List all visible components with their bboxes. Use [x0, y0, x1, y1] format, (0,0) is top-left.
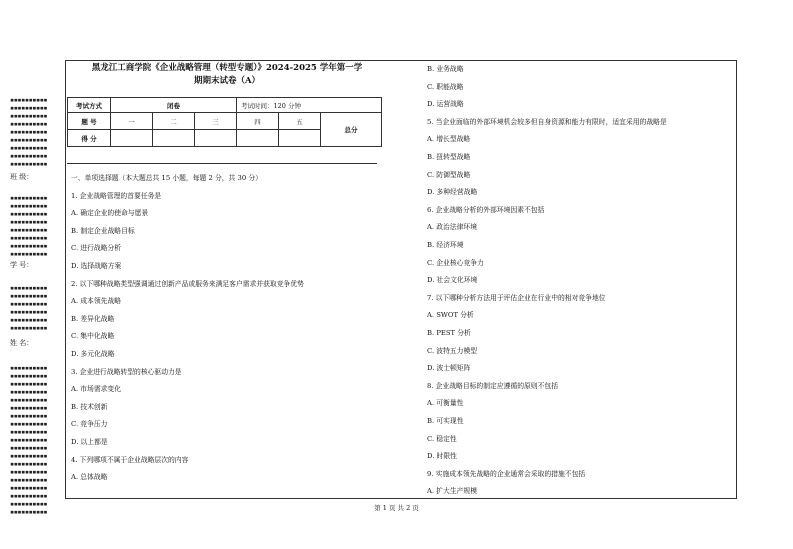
question-text: 2. 以下哪种战略类型强调通过创新产品或服务来满足客户需求并获取竞争优势: [71, 279, 304, 288]
page-footer: 第 1 页 共 2 页: [374, 504, 419, 512]
answer-option: A. 成本领先战略: [71, 297, 122, 306]
class-label: 班 级：: [10, 173, 34, 181]
score-cell[interactable]: [237, 130, 279, 147]
exam-method-label: 考试方式: [68, 98, 111, 113]
binding-dots: ▪▪▪▪▪▪▪▪▪▪ ▪▪▪▪▪▪▪▪▪▪ ▪▪▪▪▪▪▪▪▪▪ ▪▪▪▪▪▪▪▪▪▪ ▪▪▪▪▪▪▪▪▪▪ ▪▪▪▪▪▪▪▪▪▪: [10, 284, 48, 332]
answer-option: A. 市场需求变化: [71, 385, 122, 394]
binding-dots: ▪▪▪▪▪▪▪▪▪▪ ▪▪▪▪▪▪▪▪▪▪ ▪▪▪▪▪▪▪▪▪▪ ▪▪▪▪▪▪▪▪▪▪ ▪▪▪▪▪▪▪▪▪▪ ▪▪▪▪▪▪▪▪▪▪ ▪▪▪▪▪▪▪▪▪▪ ▪▪▪▪▪▪▪▪▪▪ ▪▪▪▪▪▪▪▪▪▪: [10, 96, 48, 168]
answer-option: D. 多种经营战略: [427, 188, 478, 197]
answer-option: D. 选择战略方案: [71, 262, 122, 270]
answer-option: C. 稳定性: [427, 434, 457, 443]
question-number: 一: [111, 113, 153, 130]
answer-option: A. 确定企业的使命与愿景: [71, 209, 149, 218]
answer-option: C. 防御型战略: [427, 170, 471, 179]
answer-option: D. 波士顿矩阵: [427, 364, 471, 373]
question-text: 7. 以下哪种分析方法用于评估企业在行业中的相对竞争地位: [427, 293, 606, 302]
binding-dots: ▪▪▪▪▪▪▪▪▪▪ ▪▪▪▪▪▪▪▪▪▪ ▪▪▪▪▪▪▪▪▪▪ ▪▪▪▪▪▪▪▪▪▪ ▪▪▪▪▪▪▪▪▪▪ ▪▪▪▪▪▪▪▪▪▪ ▪▪▪▪▪▪▪▪▪▪ ▪▪▪▪▪▪▪▪▪▪: [10, 194, 48, 258]
answer-option: A. 增长型战略: [427, 135, 471, 144]
answer-option: B. 扭转型战略: [427, 153, 471, 161]
answer-option: D. 社会文化环境: [427, 276, 478, 285]
section-divider: [67, 163, 377, 164]
question-number: 五: [279, 113, 321, 130]
question-text: 8. 企业战略目标的制定应遵循的原则不包括: [427, 381, 558, 390]
score-cell[interactable]: [111, 130, 153, 147]
answer-option: C. 集中化战略: [71, 332, 115, 341]
answer-option: D. 多元化战略: [71, 350, 115, 358]
answer-option: D. 以上都是: [71, 438, 108, 446]
question-text: 3. 企业进行战略转型的核心驱动力是: [71, 367, 182, 376]
name-label: 姓 名：: [10, 339, 34, 347]
score-label: 得 分: [68, 130, 111, 147]
question-no-label: 题 号: [68, 113, 111, 130]
answer-option: C. 竞争压力: [71, 420, 108, 429]
answer-option: B. 技术创新: [71, 402, 108, 411]
exam-method-value: 闭卷: [111, 98, 237, 113]
answer-option: B. 业务战略: [427, 65, 464, 73]
answer-option: A. 可衡量性: [427, 399, 464, 408]
answer-option: A. 扩大生产规模: [427, 487, 478, 496]
question-number: 三: [195, 113, 237, 130]
question-number: 四: [237, 113, 279, 130]
student-id-label: 学 号：: [10, 261, 34, 269]
answer-option: B. 经济环境: [427, 241, 464, 249]
answer-option: A. 政治法律环境: [427, 223, 478, 232]
binding-dots: ▪▪▪▪▪▪▪▪▪▪ ▪▪▪▪▪▪▪▪▪▪ ▪▪▪▪▪▪▪▪▪▪ ▪▪▪▪▪▪▪▪▪▪ ▪▪▪▪▪▪▪▪▪▪ ▪▪▪▪▪▪▪▪▪▪ ▪▪▪▪▪▪▪▪▪▪ ▪▪▪▪▪▪▪▪▪▪ ▪▪▪▪▪▪▪▪▪▪ ▪▪▪▪▪▪▪▪▪▪ ▪▪▪▪▪▪▪▪▪▪ ▪▪▪▪▪▪▪▪▪▪ ▪▪▪▪▪▪▪▪▪▪ ▪▪▪▪▪▪▪▪▪▪ ▪▪▪▪▪▪▪▪▪▪ ▪▪▪▪▪▪▪▪▪▪ ▪▪▪▪▪▪▪▪▪▪ ▪▪▪▪▪▪▪▪▪▪ ▪▪▪▪▪▪▪▪▪▪: [10, 364, 48, 516]
question-number: 二: [153, 113, 195, 130]
question-text: 6. 企业战略分析的外部环境因素不包括: [427, 205, 545, 214]
total-label: 总分: [321, 113, 382, 147]
exam-time: 考试时间：120 分钟: [237, 98, 382, 113]
question-text: 1. 企业战略管理的首要任务是: [71, 191, 162, 200]
question-text: 5. 当企业面临的外部环境机会较多但自身资源和能力有限时，适宜采用的战略是: [427, 117, 667, 126]
score-cell[interactable]: [279, 130, 321, 147]
score-cell[interactable]: [195, 130, 237, 147]
score-table: [67, 97, 382, 147]
answer-option: D. 运营战略: [427, 100, 464, 109]
answer-option: A. 总体战略: [71, 473, 108, 482]
answer-option: C. 企业核心竞争力: [427, 258, 484, 267]
exam-title: [72, 62, 382, 88]
answer-option: A. SWOT 分析: [427, 311, 474, 320]
answer-option: B. 制定企业战略目标: [71, 226, 135, 235]
answer-option: B. 差异化战略: [71, 314, 115, 323]
answer-option: C. 职能战略: [427, 82, 464, 91]
binding-strip: [6, 90, 62, 530]
title-line-1: 黑龙江工商学院《企业战略管理（转型专题）》2024-2025 学年第一学: [91, 63, 363, 73]
question-text: 4. 下列哪项不属于企业战略层次的内容: [71, 455, 189, 464]
answer-option: B. 可实现性: [427, 417, 464, 425]
score-cell[interactable]: [153, 130, 195, 147]
answer-option: B. PEST 分析: [427, 329, 471, 337]
answer-option: C. 进行战略分析: [71, 244, 122, 253]
question-text: 9. 实施成本领先战略的企业通常会采取的措施不包括: [427, 469, 586, 478]
answer-option: C. 波特五力模型: [427, 346, 478, 355]
question-text: 一、单项选择题（本大题总共 15 小题，每题 2 分，共 30 分）: [71, 174, 262, 182]
answer-option: D. 时限性: [427, 452, 457, 461]
title-line-2: 期期末试卷（A）: [193, 76, 261, 86]
